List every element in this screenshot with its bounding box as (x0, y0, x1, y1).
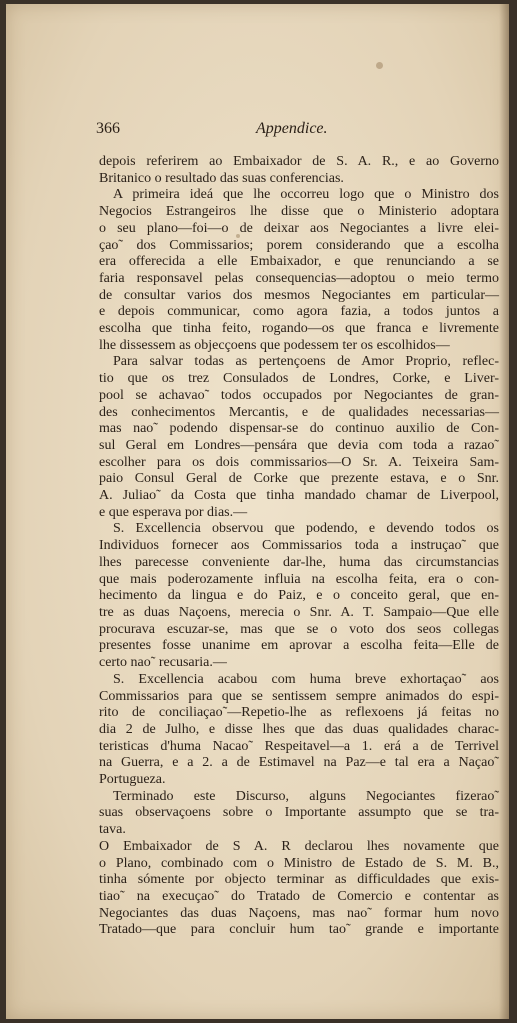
text-line: Negociantes das duas Naçoens, mas nao˜ formar hum novo (99, 905, 499, 921)
text-line: A. Juliao˜ da Costa que tinha mandado chamar de Liverpool, (99, 488, 499, 504)
text-line: Portugueza. (99, 772, 166, 788)
text-line: sul Geral em Londres—pensára que devia com toda a razao˜ (99, 437, 499, 453)
text-line: des conhecimentos Mercantis, e de qualidades necessarias— (99, 404, 499, 420)
text-line: era offerecida a elle Embaixador, e que renunciando a se (99, 254, 499, 270)
text-line: tinha sómente por objecto terminar as difficuldades que exis- (99, 872, 499, 888)
book-page (6, 4, 509, 1019)
text-line: çao˜ dos Commissarios; porem considerando que a escolha (99, 237, 499, 253)
page-number: 366 (96, 120, 120, 137)
text-line: Terminado este Discurso, alguns Negociantes fizerao˜ (113, 788, 499, 804)
text-line: dia 2 de Julho, e disse lhes que das duas qualidades charac- (99, 721, 499, 737)
text-line: pool se achavao˜ todos occupados por Negociantes de gran- (99, 387, 499, 403)
text-line: faria responsavel pelas consequencias—adoptou o meio termo (99, 270, 499, 286)
text-line: rito de conciliaçao˜—Repetio-lhe as reflexoens já feitas no (99, 705, 499, 721)
ink-spot (376, 62, 383, 69)
text-line: e depois communicar, como agora fazia, a todos juntos a (99, 304, 499, 320)
text-line: de consultar varios dos mesmos Negociantes em particular— (99, 287, 499, 303)
text-line: tiao˜ na execuçao˜ do Tratado de Comercio e contentar as (99, 888, 499, 904)
text-line: Individuos fornecer aos Commissarios toda a instruçao˜ que (99, 538, 499, 554)
text-line: tava. (99, 822, 126, 838)
text-line: lhe dissessem as objecçoens que podessem ter os escolhidos— (99, 337, 450, 353)
text-line: S. Excellencia acabou com huma breve exhortaçao˜ aos (113, 671, 499, 687)
text-line: certo nao˜ recusaria.— (99, 655, 227, 671)
text-line: depois referirem ao Embaixador de S. A. R., e ao Governo (99, 154, 499, 169)
text-line: Para salvar todas as pertençoens de Amor Proprio, reflec- (113, 354, 499, 370)
text-line: o seu plano—foi—o de deixar aos Negociantes a livre elei- (99, 220, 499, 236)
page-header (96, 120, 496, 142)
text-line: S. Excellencia observou que podendo, e devendo todos os (113, 521, 499, 537)
text-line: A primeira ideá que lhe occorreu logo que o Ministro dos (113, 187, 499, 203)
page-spine-shadow (499, 4, 509, 1019)
text-line: Negocios Estrangeiros lhe disse que o Ministerio adoptara (99, 204, 499, 220)
text-line: que mais poderozamente influia na escolha feita, era o con- (99, 571, 499, 587)
text-line: hecimento da lingua e do Paiz, e o conceito geral, que en- (99, 588, 499, 604)
text-line: paio Consul Geral de Corke que prezente estava, e o Snr. (99, 471, 499, 487)
text-line: escolha que tinha feito, rogando—os que franca e livremente (99, 321, 499, 337)
text-line: Commissarios para que se sentissem sempre animados do espi- (99, 688, 499, 704)
text-line: escolher para os dois commissarios—O Sr. A. Teixeira Sam- (99, 454, 499, 470)
page-body-text (99, 154, 499, 939)
text-line: tre as duas Naçoens, merecia o Snr. A. T. Sampaio—Que elle (99, 604, 499, 620)
text-line: tio que os trez Consulados de Londres, Corke, e Liver- (99, 371, 499, 387)
text-line: suas observaçoens sobre o Importante assumpto que se tra- (99, 805, 499, 821)
text-line: lhes parecesse conveniente dar-lhe, huma das circumstancias (99, 554, 499, 570)
text-line: Britanico o resultado das suas conferencias. (99, 170, 344, 186)
text-line: Tratado—que para concluir hum tao˜ grande e importante (99, 922, 499, 938)
text-line: presentes fosse unanime em aprovar a escolha feita—Elle de (99, 638, 499, 654)
running-title: Appendice. (256, 120, 328, 137)
text-line: O Embaixador de S A. R declarou lhes novamente que (99, 838, 499, 854)
text-line: mas nao˜ podendo dispensar-se do continuo auxilio de Con- (99, 421, 499, 437)
text-line: o Plano, combinado com o Ministro de Estado de S. M. B., (99, 855, 499, 871)
text-line: na Guerra, e a 2. a de Estimavel na Paz—e tal era a Naçao˜ (99, 755, 499, 771)
text-line: procurava escuzar-se, mas que se o voto dos seos collegas (99, 621, 499, 637)
text-line: e que esperava por dias.— (99, 504, 248, 520)
text-line: teristicas d'huma Nacao˜ Respeitavel—a 1. erá a de Terrivel (99, 738, 499, 754)
